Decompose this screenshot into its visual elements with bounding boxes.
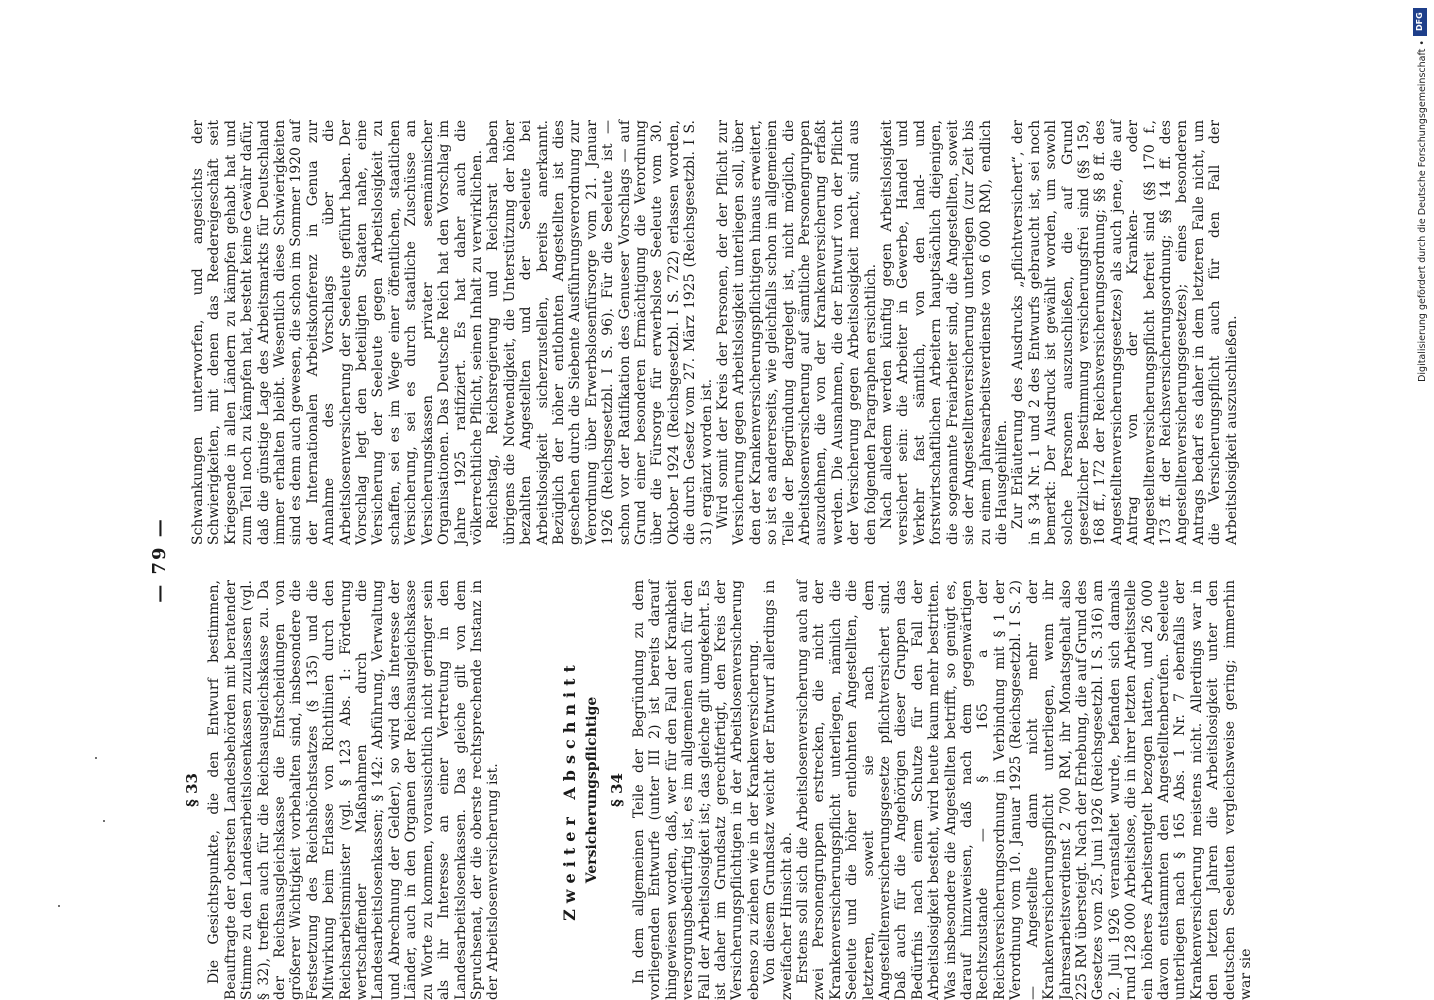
scan-speck <box>58 905 60 907</box>
paragraph-34-text-c: Erstens soll sich die Arbeitslosenversicherung auch auf zwei Personengruppen erstrecken, die nicht der Krankenversicherungspflicht unterliegen, nämlich die Seeleute und die höher entlohnten Angestellten, die letzteren, soweit sie nach dem Angestelltenversicherungsgesetze pflichtversichert sind. Daß auch für die Angehörigen dieser Gruppen das Bedürfnis nach einem Schutze für den Fall der Arbeitslosigkeit besteht, wird heute kaum mehr bestritten. Was insbesondere die Angestellten betrifft, so genügt es, darauf hinzuweisen, daß nach dem gegenwärtigen Rechtszustande — § 165 a der Reichsversicherungsordnung in Verbindung mit § 1 der Verordnung vom 10. Januar 1925 (Reichsgesetzbl. I S. 2) — Angestellte dann nicht mehr der Krankenversicherungspflicht unterliegen, wenn ihr Jahresarbeitsverdienst 2 700 RM, ihr Monatsgehalt also 225 RM übersteigt. Nach der Erhebung, die auf Grund des Gesetzes vom 25. Juni 1926 (Reichsgesetzbl. I S. 316) am 2. Juli 1926 veranstaltet wurde, befanden sich damals rund 128 000 Arbeitslose, die in ihrer letzten Arbeitsstelle ein höheres Arbeitsentgelt bezogen hatten, und 26 000 davon entstammten den Angestelltenberufen. Seeleute unterliegen nach § 165 Abs. 1 Nr. 7 ebenfalls der Krankenversicherung meistens nicht. Allerdings war in den letzten Jahren die Arbeitslosigkeit unter den deutschen Seeleuten vergleichsweise gering; immerhin war sie <box>795 580 1254 1000</box>
paragraph-text-2: Reichstag, Reichsregierung und Reichsrat haben übrigens die Notwendigkeit, die Unterstützung der höher bezahlten Angestellten und der Seeleute bei Arbeitslosigkeit sicherzustellen, bereits anerkannt. Bezüglich der höher entlohnten Angestellten ist dies geschehen durch die Siebente Ausführungsverordnung zur Verordnung über Erwerbslosenfürsorge vom 21. Januar 1926 (Reichsgesetzbl. I S. 96). Für die Seeleute ist — schon vor der Ratifikation des Genueser Vorschlags — auf Grund einer besonderen Ermächtigung die Verordnung über die Fürsorge für erwerbslose Seeleute vom 30. Oktober 1924 (Reichsgesetzbl. I S. 722) erlassen worden, die durch Gesetz vom 27. März 1925 (Reichsgesetzbl. I S. 31) ergänzt worden ist. <box>485 120 715 545</box>
scan-speck <box>103 820 105 822</box>
paragraph-text-5: Zur Erläuterung des Ausdrucks „pflichtversichert“, der in § 34 Nr. 1 und 2 des Entwurfs gebraucht ist, sei noch bemerkt: Der Ausdruck ist gewählt worden, um sowohl solche Personen auszuschließen, die auf Grund gesetzlicher Bestimmung versicherungsfrei sind (§§ 159, 168 ff., 172 der Reichsversicherungsordnung; §§ 8 ff. des Angestelltenversicherungsgesetzes) als auch jene, die auf Antrag von der Kranken- oder Angestelltenversicherungspflicht befreit sind (§§ 170 f., 173 ff. der Reichsversicherungsordnung; §§ 14 ff. des Angestelltenversicherungsgesetzes); eines besonderen Antrags bedarf es daher in dem letzteren Falle nicht, um die Versicherungspflicht auch für den Fall der Arbeitslosigkeit auszuschließen. <box>1010 120 1240 545</box>
left-column <box>180 580 1254 1000</box>
paragraph-34-text-a: In dem allgemeinen Teile der Begründung zu dem vorliegenden Entwurfe (unter III 2) ist bereits darauf hingewiesen worden, daß, wer für den Fall der Krankheit versorgungsbedürftig ist, es im allgemeinen auch für den Fall der Arbeitslosigkeit ist; das gleiche gilt umgekehrt. Es ist daher im Grundsatz gerechtfertigt, den Kreis der Versicherungspflichtigen in der Arbeitslosenversicherung ebenso zu ziehen wie in der Krankenversicherung. <box>630 580 762 1000</box>
paragraph-heading-34: § 34 <box>607 773 626 807</box>
dfg-logo-icon: DFG <box>1413 8 1427 36</box>
paragraph-34-text-b: Von diesem Grundsatz weicht der Entwurf allerdings in zweifacher Hinsicht ab. <box>762 580 795 1000</box>
right-column <box>190 120 1240 545</box>
paragraph-33-text: Die Gesichtspunkte, die den Entwurf bestimmen, Beauftragte der obersten Landesbehörden mit beratender Stimme zu den Landesarbeitslosenkassen zuzulassen (vgl. § 32), treffen auch für die Reichsausgleichskasse zu. Da der Reichsausgleichskasse die Entscheidungen von größerer Wichtigkeit vorbehalten sind, insbesondere die Festsetzung des Reichshöchstsatzes (§ 135) und die Mitwirkung beim Erlasse von Richtlinien durch den Reichsarbeitsminister (vgl. § 123 Abs. 1: Förderung wertschaffender Maßnahmen durch die Landesarbeitslosenkassen; § 142: Abführung, Verwaltung und Abrechnung der Gelder), so wird das Interesse der Länder, auch in den Organen der Reichsausgleichskasse zu Worte zu kommen, voraussichtlich nicht geringer sein als ihr Interesse an einer Vertretung in den Landesarbeitslosenkassen. Das gleiche gilt von dem Spruchsenat, der die oberste rechtsprechende Instanz in der Arbeitslosenversicherung ist. <box>206 580 502 1000</box>
section-title: Zweiter Abschnitt <box>559 659 579 921</box>
page-number: — 79 — <box>149 517 170 603</box>
paragraph-heading-33: § 33 <box>183 773 201 807</box>
paragraph-text-4: Nach alledem werden künftig gegen Arbeitslosigkeit versichert sein: die Arbeiter in Gewerbe, Handel und Verkehr fast sämtlich, von den land- und forstwirtschaftlichen Arbeitern hauptsächlich diejenigen, die sogenannte Freiarbeiter sind, die Angestellten, soweit sie der Angestelltenversicherung unterliegen (zur Zeit bis zu einem Jahresarbeitsverdienste von 6 000 RM), endlich die Hausgehilfen. <box>879 120 1010 545</box>
section-subtitle: Versicherungspflichtige <box>584 696 601 884</box>
scan-speck <box>95 757 97 759</box>
dfg-margin-strip <box>1412 0 1434 1000</box>
dfg-funding-note: Digitalisierung gefördert durch die Deutsche Forschungsgemeinschaft • <box>1417 40 1428 382</box>
paragraph-text-3: Wird somit der Kreis der Personen, der der Pflicht zur Versicherung gegen Arbeitslosigkeit unterliegen soll, über den der Krankenversicherungspflichtigen hinaus erweitert, so ist es andererseits, wie gleichfalls schon im allgemeinen Teile der Begründung dargelegt ist, nicht möglich, die Arbeitslosenversicherung auf sämtliche Personengruppen auszudehnen, die von der Krankenversicherung erfaßt werden. Die Ausnahmen, die der Entwurf von der Pflicht der Versicherung gegen Arbeitslosigkeit macht, sind aus den folgenden Paragraphen ersichtlich. <box>715 120 879 545</box>
rotated-text-block <box>150 120 1434 1000</box>
continued-text: Schwankungen unterworfen, und angesichts der Schwierigkeiten, mit denen das Reedereigeschäft seit Kriegsende in allen Ländern zu kämpfen gehabt hat und zum Teil noch zu kämpfen hat, besteht keine Gewähr dafür, daß die günstige Lage des Arbeitsmarkts für Deutschland immer erhalten bleibt. Wesentlich diese Schwierigkeiten sind es denn auch gewesen, die schon im Sommer 1920 auf der Internationalen Arbeitskonferenz in Genua zur Annahme des Vorschlags über die Arbeitslosenversicherung der Seeleute geführt haben. Der Vorschlag legt den beteiligten Staaten nahe, eine Versicherung der Seeleute gegen Arbeitslosigkeit zu schaffen, sei es im Wege einer öffentlichen, staatlichen Versicherung, sei es durch staatliche Zuschüsse an Versicherungskassen privater seemännischer Organisationen. Das Deutsche Reich hat den Vorschlag im Jahre 1925 ratifiziert. Es hat daher auch die völkerrechtliche Pflicht, seinen Inhalt zu verwirklichen. <box>190 120 485 545</box>
